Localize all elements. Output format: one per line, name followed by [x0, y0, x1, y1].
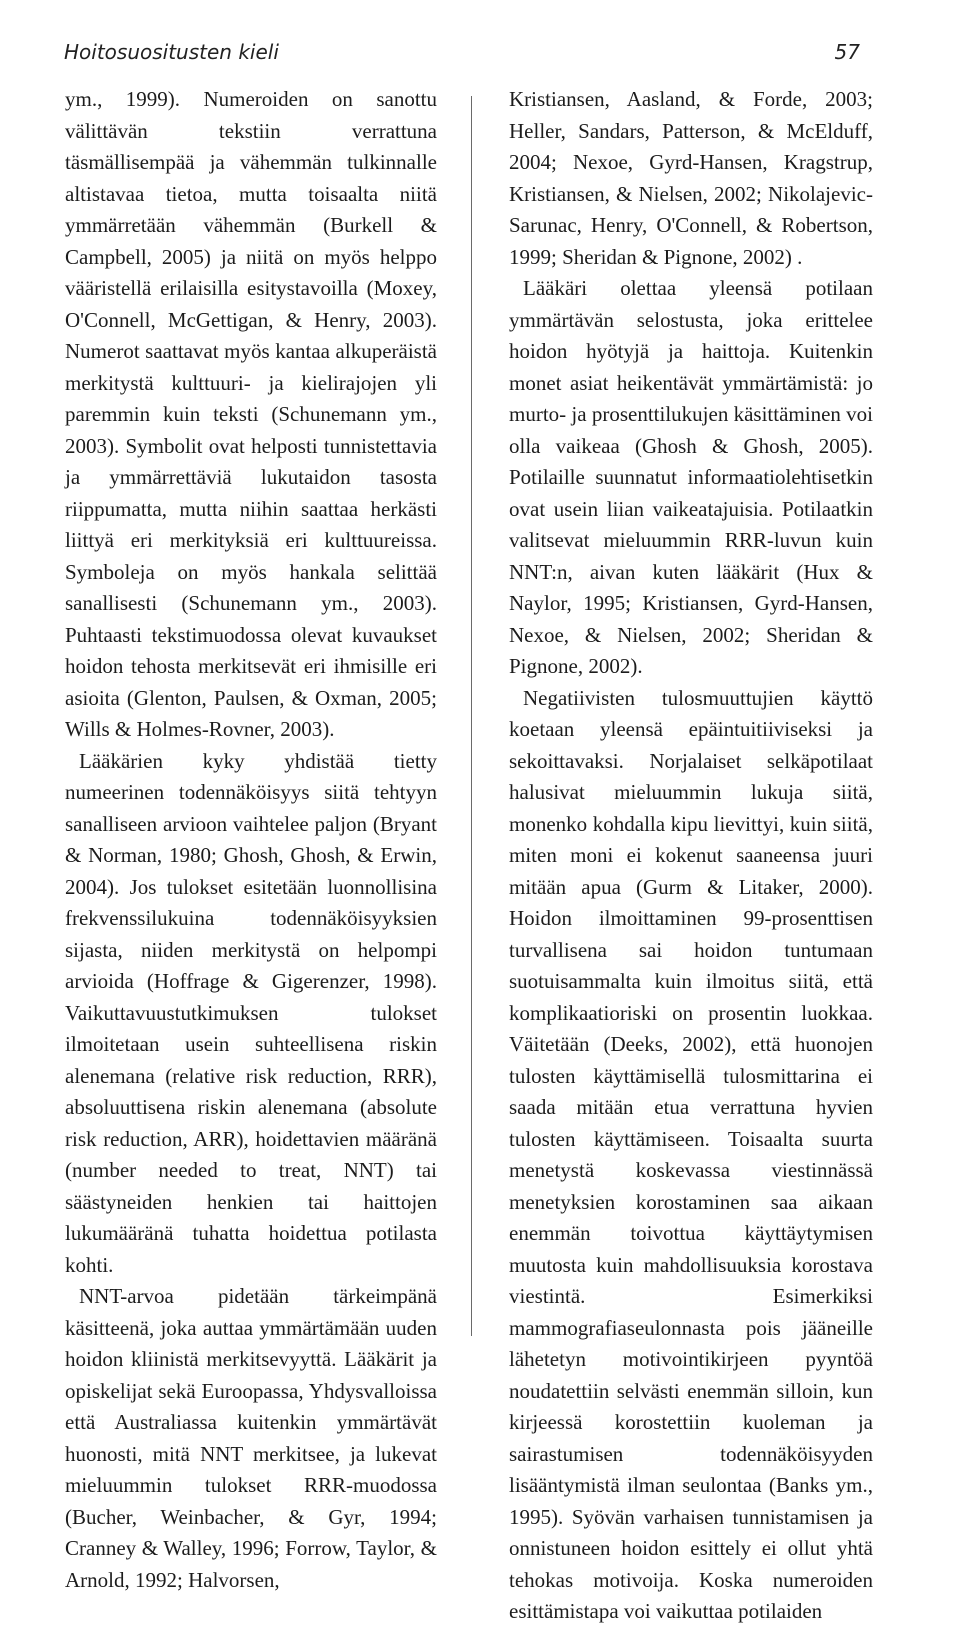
left-paragraph-3: NNT-arvoa pidetään tärkeimpänä käsitteenä, joka auttaa ymmärtämään uuden hoidon kliinistä merkitsevyyttä. Lääkärit ja opiskelijat sekä Euroopassa, Yhdysvalloissa että Australiassa kuitenkin ymmärtävät huonosti, mitä NNT merkitsee, ja lukevat mieluummin tulokset RRR-muodossa (Bucher, Weinbacher, & Gyr, 1994; Cranney & Walley, 1996; Forrow, Taylor, & Arnold, 1992; Halvorsen,: [65, 1284, 437, 1592]
right-paragraph-2: Lääkäri olettaa yleensä potilaan ymmärtävän selostusta, joka erittelee hoidon hyötyjä ja haittoja. Kuitenkin monet asiat heikentävät ymmärtämistä: jo murto- ja prosenttilukujen käsittäminen voi olla vaikeaa (Ghosh & Ghosh, 2005). Potilaille suunnatut informaatiolehtisetkin ovat usein liian vaikeatajuisia. Potilaatkin valitsevat mieluummin RRR-luvun kuin NNT:n, aivan kuten lääkärit (Hux & Naylor, 1995; Kristiansen, Gyrd-Hansen, Nexoe, & Nielsen, 2002; Sheridan & Pignone, 2002).: [509, 276, 873, 678]
left-paragraph-2: Lääkärien kyky yhdistää tietty numeerinen todennäköisyys siitä tehtyyn sanalliseen arvioon vaihtelee paljon (Bryant & Norman, 1980; Ghosh, Ghosh, & Erwin, 2004). Jos tulokset esitetään luonnollisina frekvenssilukuina todennäköisyyksien sijasta, niiden merkitystä on helpompi arvioida (Hoffrage & Gigerenzer, 1998). Vaikuttavuustutkimuksen tulokset ilmoitetaan usein suhteellisena riskin alenemana (relative risk reduction, RRR), absoluuttisena riskin alenemana (absolute risk reduction, ARR), hoidettavien määränä (number needed to treat, NNT) tai säästyneiden henkien tai haittojen lukumääränä tuhatta hoidettua potilasta kohti.: [65, 748, 437, 1277]
running-header: [64, 40, 860, 72]
right-column: [509, 84, 873, 1628]
left-paragraph-1: ym., 1999). Numeroiden on sanottu välittävän tekstiin verrattuna täsmällisempää ja vähemmän tulkinnalle altistavaa tietoa, mutta toisaalta niitä ymmärretään vähemmän (Burkell & Campbell, 2005) ja niitä on myös helppo vääristellä erilaisilla esitystavoilla (Moxey, O'Connell, McGettigan, & Henry, 2003). Numerot saattavat myös kantaa alkuperäistä merkitystä kulttuuri- ja kielirajojen yli paremmin kuin teksti (Schunemann ym., 2003). Symbolit ovat helposti tunnistettavia ja ymmärrettäviä lukutaidon tasosta riippumatta, mutta niihin saattaa herkästi liittyä eri merkityksiä eri kulttuureissa. Symboleja on myös hankala selittää sanallisesti (Schunemann ym., 2003). Puhtaasti tekstimuodossa olevat kuvaukset hoidon tehosta merkitsevät eri ihmisille eri asioita (Glenton, Paulsen, & Oxman, 2005; Wills & Holmes-Rovner, 2003).: [65, 87, 437, 741]
column-divider: [471, 96, 472, 1336]
chapter-title: Hoitosuositusten kieli: [64, 40, 279, 64]
left-column: [65, 84, 437, 1596]
page-number: 57: [834, 40, 860, 64]
right-paragraph-1: Kristiansen, Aasland, & Forde, 2003; Heller, Sandars, Patterson, & McElduff, 2004; Nexoe, Gyrd-Hansen, Kragstrup, Kristiansen, & Nielsen, 2002; Nikolajevic-Sarunac, Henry, O'Connell, & Robertson, 1999; Sheridan & Pignone, 2002) .: [509, 87, 873, 269]
right-paragraph-3: Negatiivisten tulosmuuttujien käyttö koetaan yleensä epäintuitiiviseksi ja sekoittavaksi. Norjalaiset selkäpotilaat halusivat mieluummin lukuja siitä, monenko kohdalla kipu lievittyi, kuin siitä, miten moni ei kokenut saaneensa juuri mitään apua (Gurm & Litaker, 2000). Hoidon ilmoittaminen 99-prosenttisen turvallisena sai hoidon tuntumaan suotuisammalta kuin ilmoitus siitä, että komplikaatioriski on prosentin luokkaa. Väitetään (Deeks, 2002), että huonojen tulosten käyttämisellä tulosmittarina ei saada mitään etua verrattuna hyvien tulosten käyttämiseen. Toisaalta suurta menetystä koskevassa viestinnässä menetyksien korostaminen saa aikaan enemmän toivottua käyttäytymisen muutosta kuin mahdollisuuksia korostava viestintä. Esimerkiksi mammografiaseulonnasta pois jääneille lähetetyn motivointikirjeen pyyntöä noudatettiin selvästi enemmän silloin, kun kirjeessä korostettiin kuoleman ja sairastumisen todennäköisyyden lisääntymistä ilman seulontaa (Banks ym., 1995). Syövän varhaisen tunnistamisen ja onnistuneen hoidon esittely ei ollut yhtä tehokas motivoija. Koska numeroiden esittämistapa voi vaikuttaa potilaiden: [509, 685, 873, 1623]
